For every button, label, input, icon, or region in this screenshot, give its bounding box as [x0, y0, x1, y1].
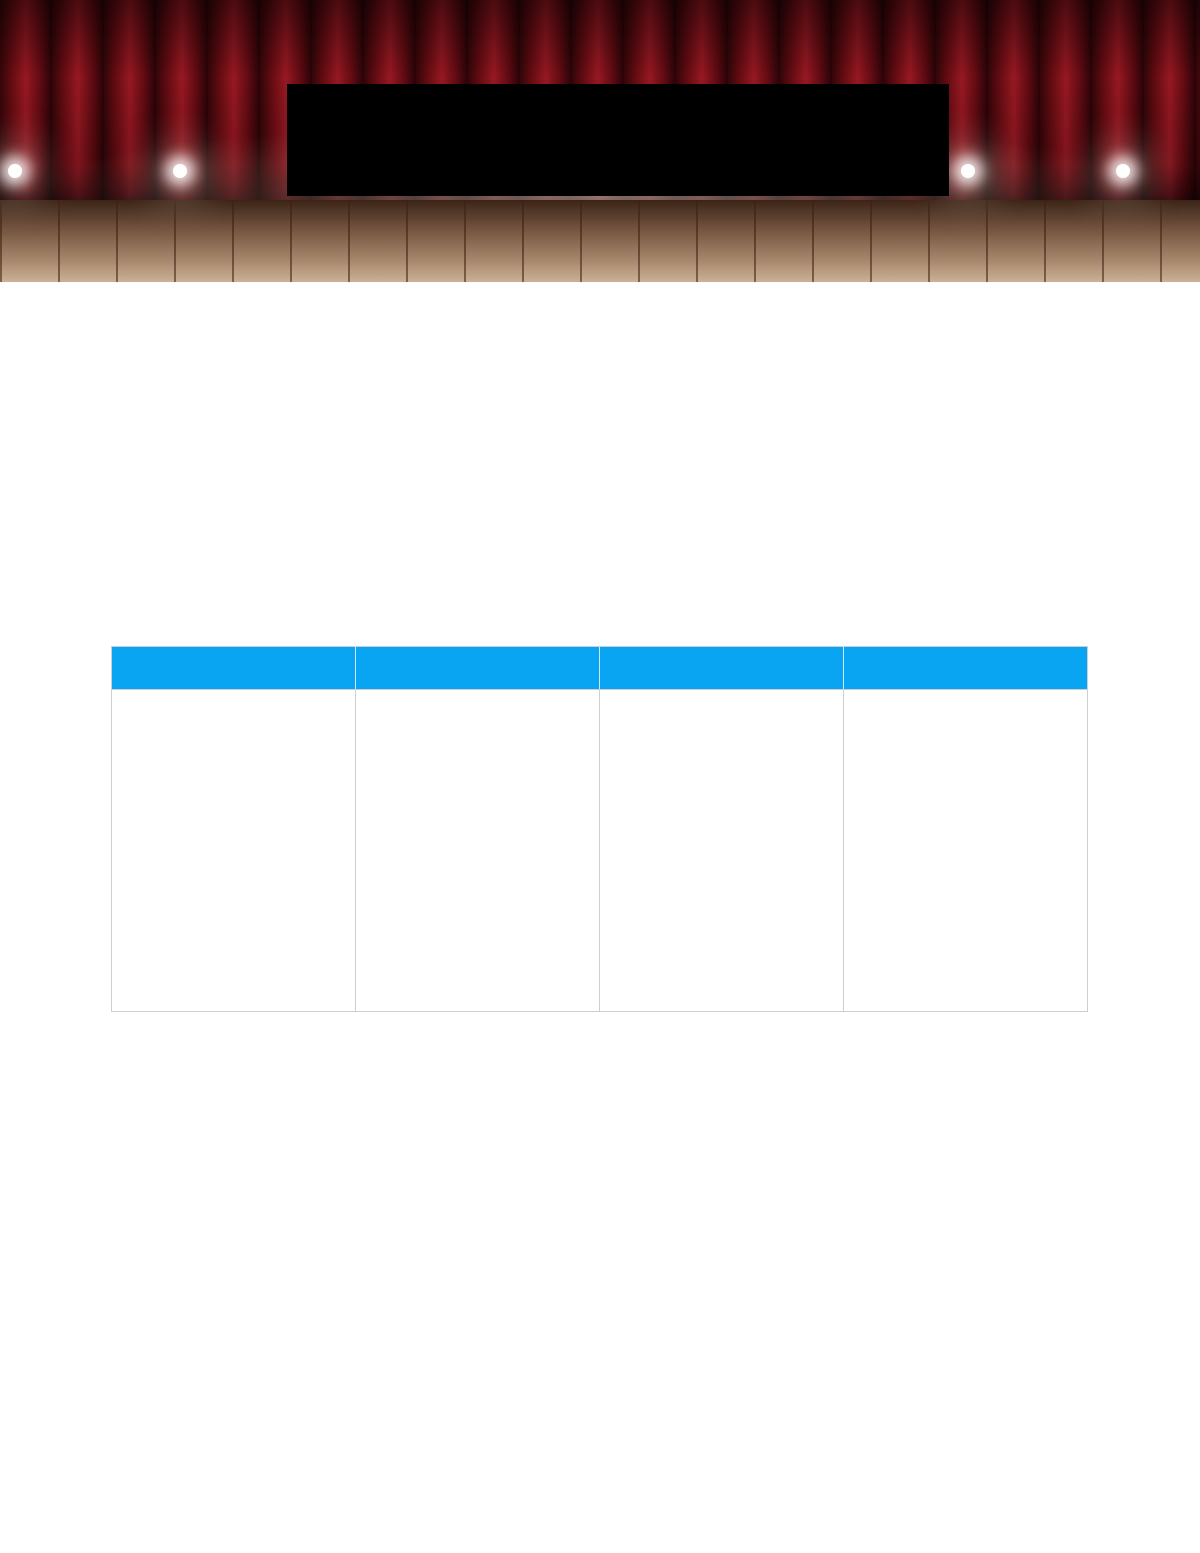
spotlight-icon: [961, 164, 975, 178]
header-topic: [844, 647, 1087, 689]
topic-column: [844, 690, 1087, 1012]
table-header-row: [112, 647, 1087, 689]
stage-floor: [0, 200, 1200, 282]
spotlight-icon: [1116, 164, 1130, 178]
role-column: [112, 690, 356, 1012]
format-column: [600, 690, 844, 1012]
title-box: [287, 84, 949, 196]
audience-column: [356, 690, 600, 1012]
header-audience: [356, 647, 600, 689]
header-banner: [0, 0, 1200, 282]
spotlight-icon: [8, 164, 22, 178]
table-body-row: [112, 689, 1087, 1012]
raft-table: [111, 646, 1088, 1012]
spotlight-icon: [173, 164, 187, 178]
header-format: [600, 647, 844, 689]
header-role: [112, 647, 356, 689]
